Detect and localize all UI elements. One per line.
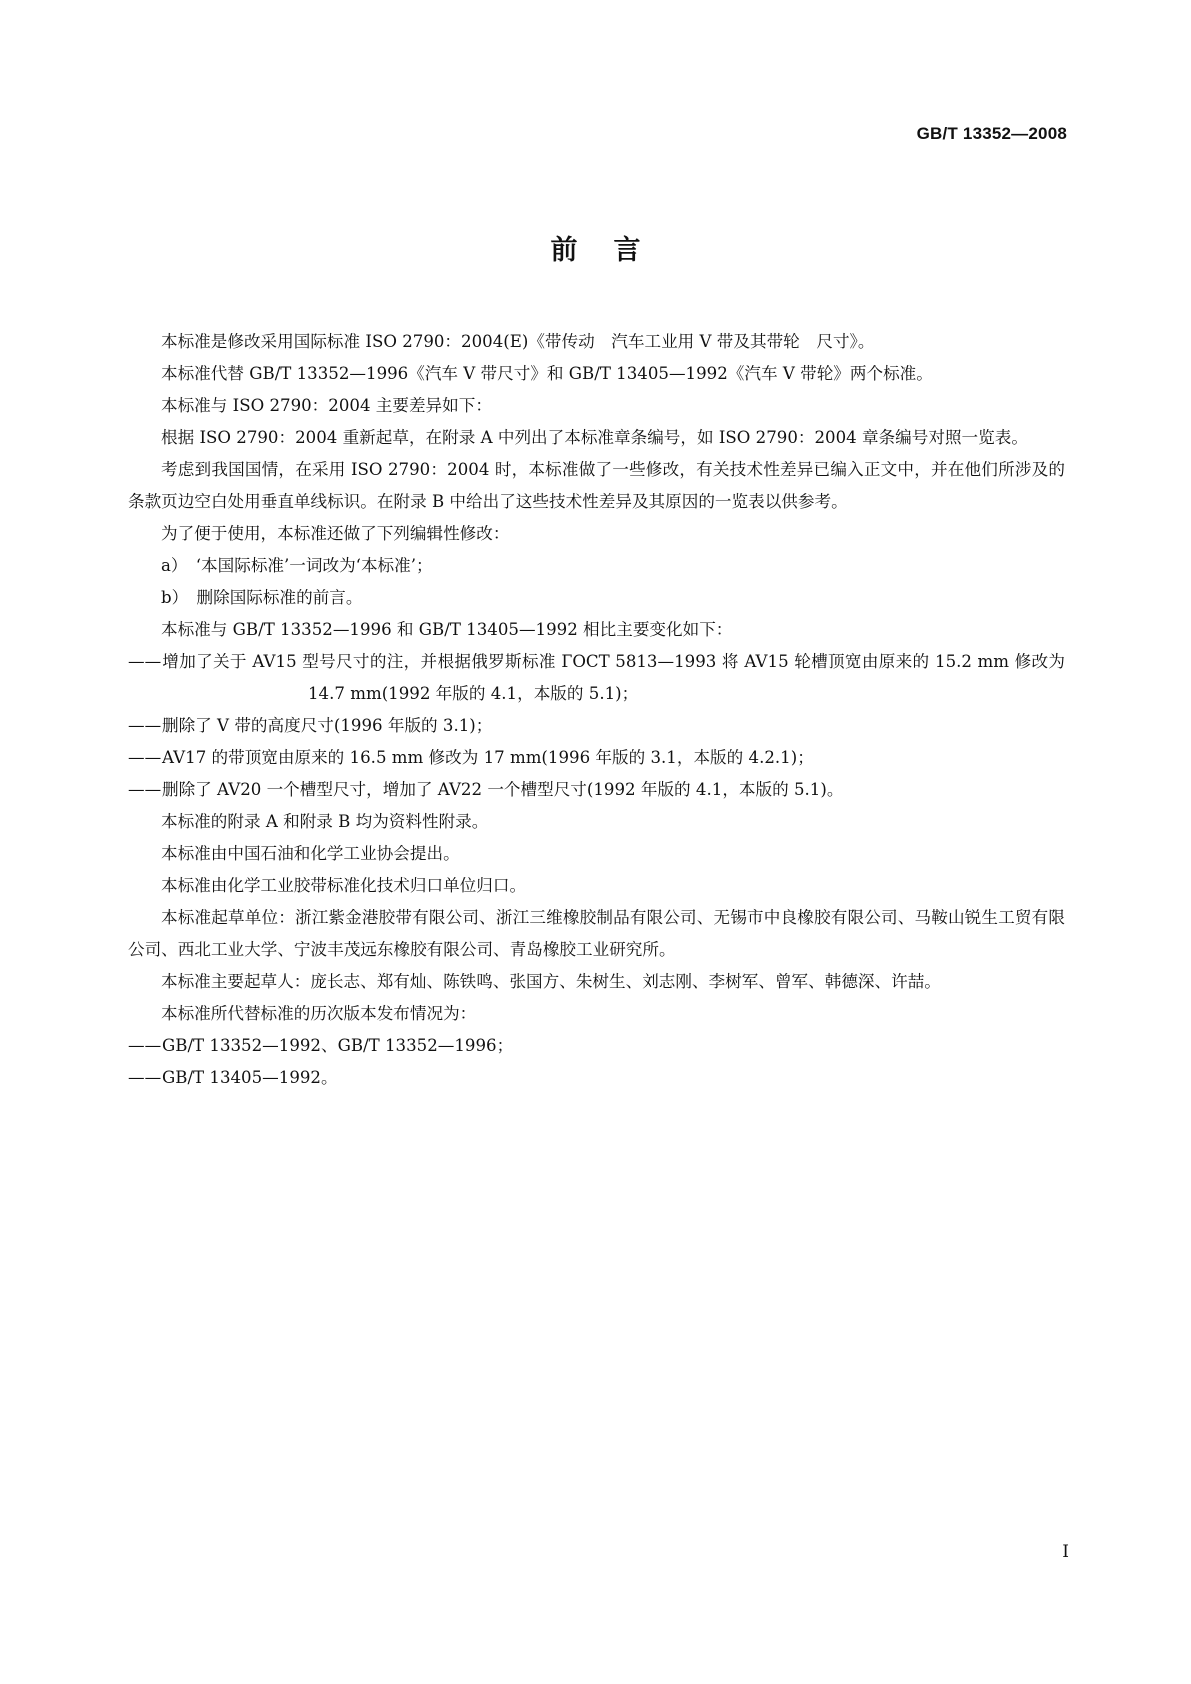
- paragraph-adoption: 本标准是修改采用国际标准 ISO 2790：2004(E)《带传动 汽车工业用 V 带及其带轮 尺寸》。: [161, 332, 875, 351]
- paragraph-proposer: 本标准由中国石油和化学工业协会提出。: [161, 844, 460, 863]
- history-item: [128, 1030, 1065, 1062]
- paragraph-technical-differences: 考虑到我国国情，在采用 ISO 2790：2004 时，本标准做了一些修改，有关技术性差异已编入正文中，并在他们所涉及的条款页边空白处用垂直单线标识。在附录 B 中给出了这些技术性差异及其原因的一览表以供参考。: [128, 460, 1065, 511]
- change-text: 增加了关于 AV15 型号尺寸的注，并根据俄罗斯标准 ГОСТ 5813—1993 将 AV15 轮槽顶宽由原来的 15.2 mm 修改为 14.7 mm(1992 年版的 4.1，本版的 5.1)；: [162, 652, 1065, 703]
- change-item: [128, 710, 1065, 742]
- change-item: [128, 646, 1065, 710]
- paragraph-drafters: 本标准主要起草人：庞长志、郑有灿、陈铁鸣、张国方、朱树生、刘志刚、李树军、曾军、韩德深、许喆。: [161, 972, 941, 991]
- change-text: 删除了 AV20 一个槽型尺寸，增加了 AV22 一个槽型尺寸(1992 年版的 4.1，本版的 5.1)。: [162, 780, 844, 799]
- change-text: 删除了 V 带的高度尺寸(1996 年版的 3.1)；: [162, 716, 493, 735]
- change-text: AV17 的带顶宽由原来的 16.5 mm 修改为 17 mm(1996 年版的 3.1，本版的 4.2.1)；: [162, 748, 814, 767]
- dash-marker: ——: [128, 748, 162, 767]
- dash-marker: ——: [128, 1068, 162, 1087]
- paragraph-editorial-intro: 为了便于使用，本标准还做了下列编辑性修改：: [161, 524, 510, 543]
- history-text: GB/T 13405—1992。: [162, 1068, 338, 1087]
- foreword-body: [128, 326, 1065, 1094]
- change-item: [128, 742, 1065, 774]
- change-item: [128, 774, 1065, 806]
- history-text: GB/T 13352—1992、GB/T 13352—1996；: [162, 1036, 514, 1055]
- paragraph-annexes: 本标准的附录 A 和附录 B 均为资料性附录。: [161, 812, 489, 831]
- list-item-b: b） 删除国际标准的前言。: [161, 588, 363, 607]
- paragraph-redrafting: 根据 ISO 2790：2004 重新起草，在附录 A 中列出了本标准章条编号，如 ISO 2790：2004 章条编号对照一览表。: [161, 428, 1028, 447]
- dash-marker: ——: [128, 780, 162, 799]
- paragraph-differences-intro: 本标准与 ISO 2790：2004 主要差异如下：: [161, 396, 492, 415]
- standard-number: GB/T 13352—2008: [916, 124, 1067, 143]
- dash-marker: ——: [128, 652, 162, 671]
- list-item-a: a） ‘本国际标准’一词改为‘本标准’；: [161, 556, 433, 575]
- paragraph-replacement: 本标准代替 GB/T 13352—1996《汽车 V 带尺寸》和 GB/T 13405—1992《汽车 V 带轮》两个标准。: [161, 364, 933, 383]
- paragraph-history-intro: 本标准所代替标准的历次版本发布情况为：: [161, 1004, 477, 1023]
- history-item: [128, 1062, 1065, 1094]
- paragraph-changes-intro: 本标准与 GB/T 13352—1996 和 GB/T 13405—1992 相比主要变化如下：: [161, 620, 733, 639]
- paragraph-administrator: 本标准由化学工业胶带标准化技术归口单位归口。: [161, 876, 527, 895]
- dash-marker: ——: [128, 716, 162, 735]
- page-title: 前言: [550, 235, 677, 266]
- paragraph-drafting-units: 本标准起草单位：浙江紫金港胶带有限公司、浙江三维橡胶制品有限公司、无锡市中良橡胶有限公司、马鞍山锐生工贸有限公司、西北工业大学、宁波丰茂远东橡胶有限公司、青岛橡胶工业研究所。: [128, 908, 1065, 959]
- page-number: I: [1062, 1542, 1069, 1562]
- dash-marker: ——: [128, 1036, 162, 1055]
